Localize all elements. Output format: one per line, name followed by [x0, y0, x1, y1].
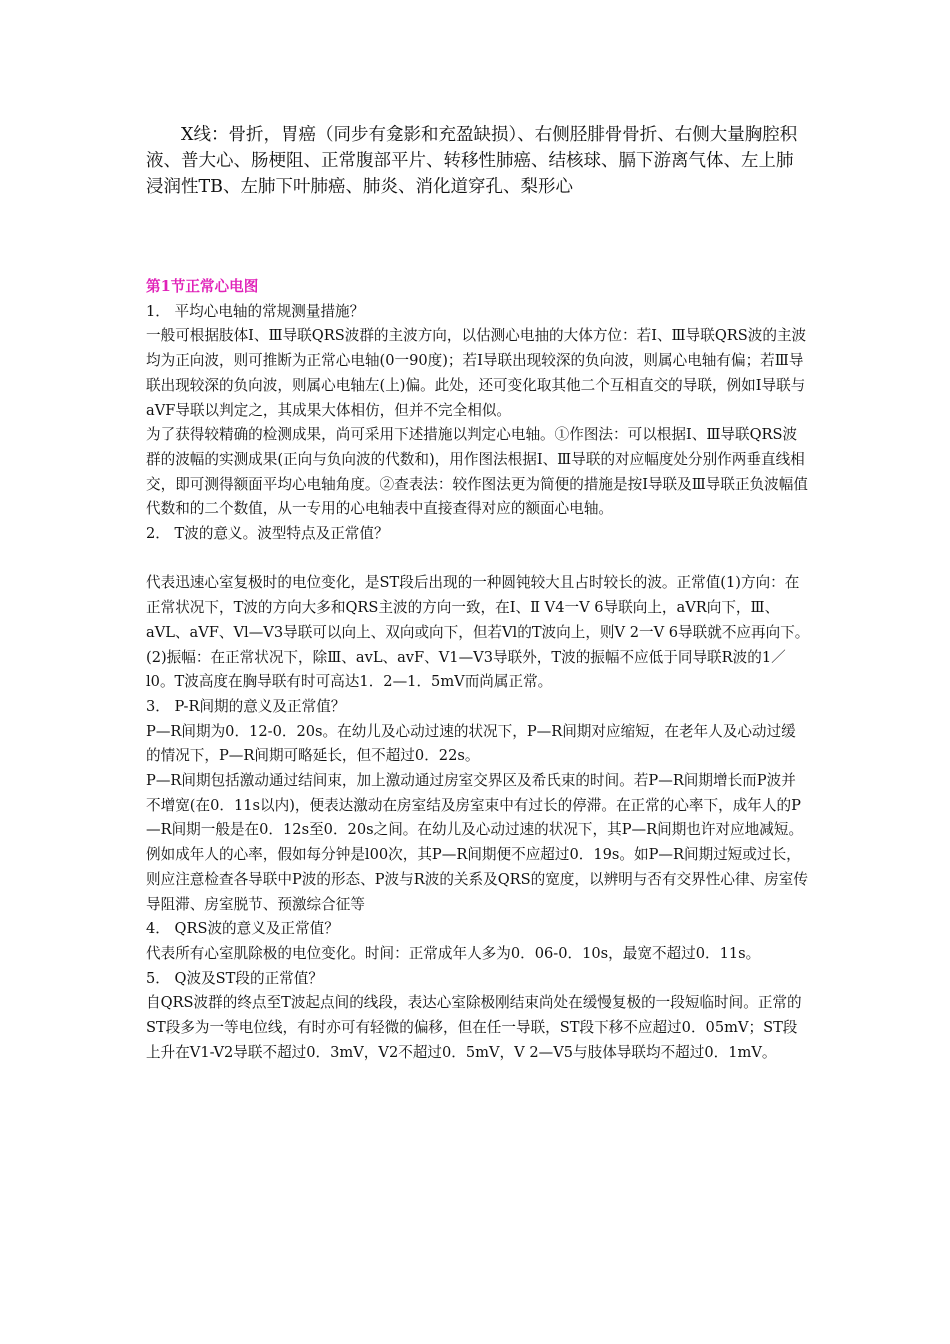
answer-2: 代表迅速心室复极时的电位变化，是ST段后出现的一种圆钝较大且占时较长的波。正常值(1)方向：在正常状况下，T波的方向大多和QRS主波的方向一致，在Ⅰ、Ⅱ V4一V 6导联向上，aVR向下，Ⅲ、aVL、aVF、Vl—V3导联可以向上、双向或向下，但若Vl的T波向上，则V 2一V 6导联就不应再向下。 (2)振幅：在正常状况下，除Ⅲ、avL、avF、V1—V3导联外，T波的振幅不应低于同导联R波的1／l0。T波高度在胸导联有时可高达1．2—1．5mV而尚属正常。: [146, 574, 810, 691]
answer-4: 代表所有心室肌除极的电位变化。时间：正常成年人多为0．06-0．10s，最宽不超过0．11s。: [146, 944, 761, 962]
answer-1-paragraph-2: 为了获得较精确的检测成果，尚可采用下述措施以判定心电轴。①作图法：可以根据I、Ⅲ导联QRS波群的波幅的实测成果(正向与负向波的代数和)，用作图法根据I、Ⅲ导联的对应幅度处分别作两垂直线相交，即可测得额面平均心电轴角度。②查表法：较作图法更为简便的措施是按I导联及Ⅲ导联正负波幅值代数和的二个数值，从一专用的心电轴表中直接查得对应的额面心电轴。: [146, 426, 808, 518]
ecg-section: [146, 275, 810, 1065]
answer-3-paragraph-1: P—R间期为0．12-0．20s。在幼儿及心动过速的状况下，P—R间期对应缩短，在老年人及心动过缓的情况下，P—R间期可略延长，但不超过0．22s。: [146, 722, 796, 765]
answer-5: 自QRS波群的终点至T波起点间的线段，表达心室除极刚结束尚处在缓慢复极的一段短临时间。正常的ST段多为一等电位线，有时亦可有轻微的偏移，但在任一导联，ST段下移不应超过0．05mV；ST段上升在V1-V2导联不超过0．3mV，V2不超过0．5mV，V 2—V5与肢体导联均不超过0．1mV。: [146, 994, 802, 1061]
question-4: 4． QRS波的意义及正常值？: [146, 920, 339, 938]
question-1: 1． 平均心电轴的常规测量措施？: [146, 302, 365, 320]
answer-1-paragraph-1: 一般可根据肢体Ⅰ、Ⅲ导联QRS波群的主波方向，以估测心电抽的大体方位：若I、Ⅲ导联QRS波的主波均为正向波，则可推断为正常心电轴(0一90度)；若I导联出现较深的负向波，则属心电轴有偏；若Ⅲ导联出现较深的负向波，则属心电轴左(上)偏。此处，还可变化取其他二个互相直交的导联，例如I导联与aVF导联以判定之，其成果大体相仿，但并不完全相似。: [146, 327, 807, 419]
xray-topics-block: [146, 122, 806, 200]
section-title: 第1节正常心电图: [146, 278, 259, 295]
question-3: 3． P-R间期的意义及正常值？: [146, 697, 346, 715]
answer-3-paragraph-2: P—R间期包括激动通过结间束，加上激动通过房室交界区及希氏束的时间。若P—R间期增长而P波并不增宽(在0．11s以内)，便表达激动在房室结及房室束中有过长的停滞。在正常的心率下，成年人的P—R间期一般是在0．12s至0．20s之间。在幼儿及心动过速的状况下，其P—R间期也许对应地减短。例如成年人的心率，假如每分钟是l00次，其P—R间期便不应超过0．19s。如P—R间期过短或过长，则应注意检查各导联中P波的形态、P波与R波的关系及QRS的宽度，以辨明与否有交界性心律、房室传导阻滞、房室脱节、预激综合征等: [146, 772, 808, 913]
blank-line: [146, 547, 810, 572]
xray-topics-text: X线：骨折，胃癌（同步有龛影和充盈缺损）、右侧胫腓骨骨折、右侧大量胸腔积液、普大心、肠梗阻、正常腹部平片、转移性肺癌、结核球、膈下游离气体、左上肺浸润性TB、左肺下叶肺癌、肺炎、消化道穿孔、梨形心: [146, 125, 798, 197]
question-5: 5． Q波及ST段的正常值？: [146, 969, 323, 987]
question-2: 2． T波的意义。波型特点及正常值？: [146, 525, 389, 543]
